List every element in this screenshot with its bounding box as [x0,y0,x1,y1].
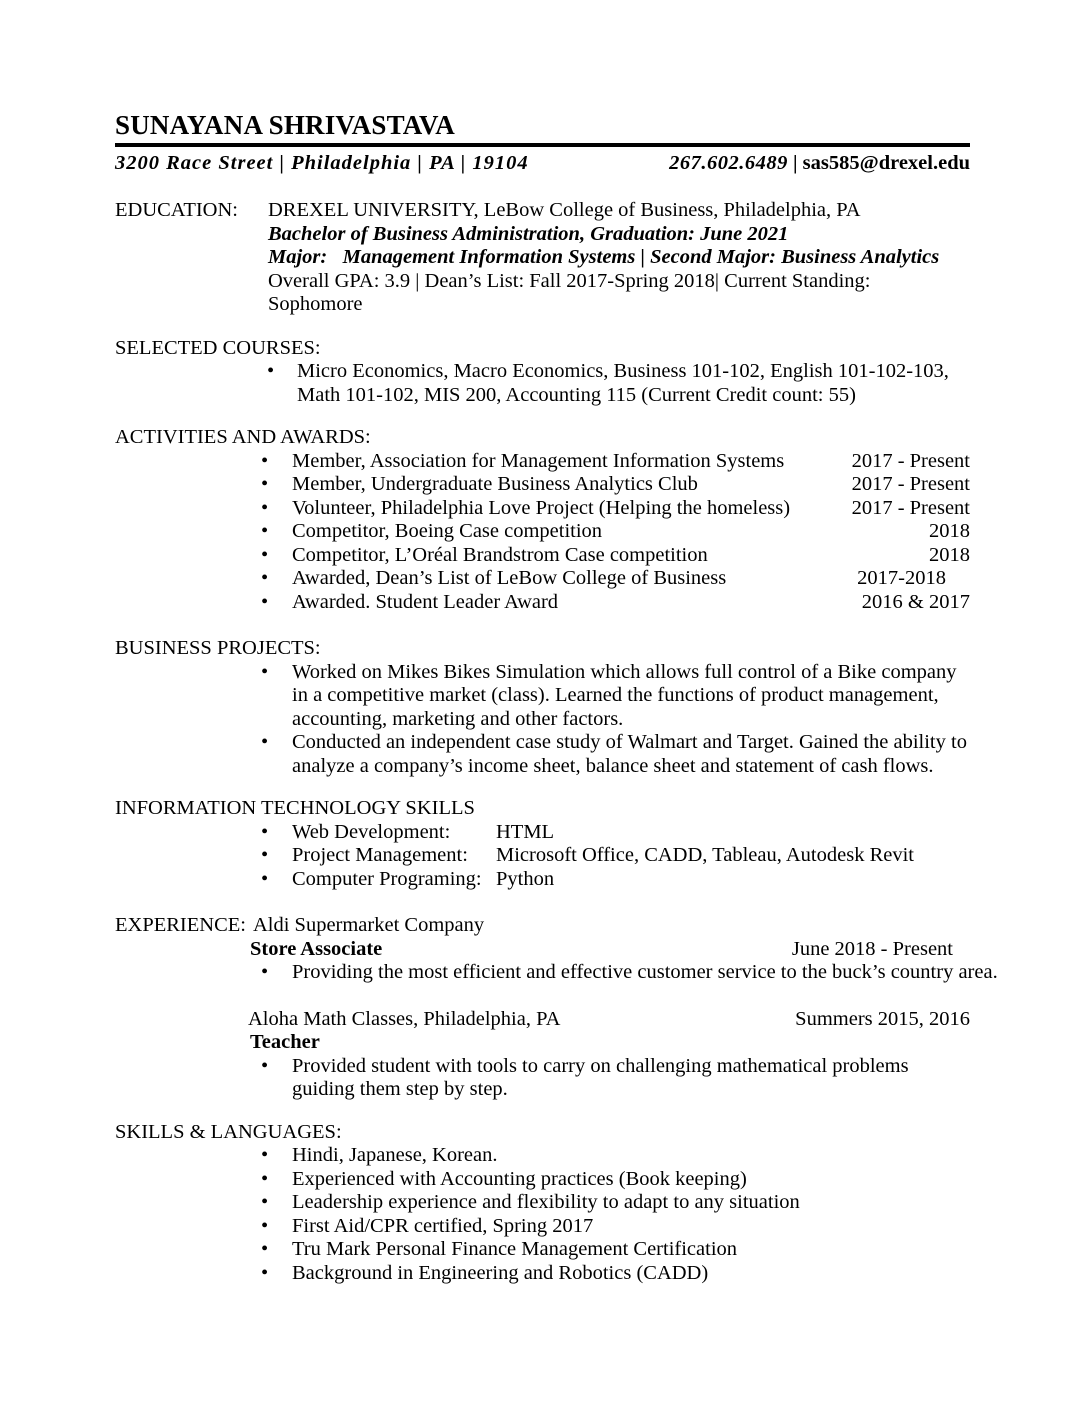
job-company: Aldi Supermarket Company [252,914,485,936]
job-date: June 2018 - Present [791,937,953,960]
experience-label: EXPERIENCE: [115,914,246,936]
job-title: Teacher [250,1031,320,1053]
list-item [115,473,970,497]
list-item [115,1215,970,1239]
bullet-icon: • [261,567,269,589]
bullet-icon: • [261,1261,269,1284]
job-title-row [250,938,970,962]
activity-text: Competitor, L’Oréal Brandstrom Case competition [292,543,708,566]
skill-text: Background in Engineering and Robotics (CADD) [292,1261,709,1284]
job-company: Aloha Math Classes, Philadelphia, PA [248,1007,561,1030]
list-item [115,1191,970,1215]
activity-text: Member, Undergraduate Business Analytics Club [292,473,698,495]
list-item [115,1055,970,1102]
bullet-icon: • [261,590,269,613]
project-text: Conducted an independent case study of Walmart and Target. Gained the ability to analyze a company’s income sheet, balance sheet and statement of cash flows. [292,731,967,777]
bullet-icon: • [261,1191,269,1213]
job-title: Store Associate [250,937,383,960]
skill-text: Hindi, Japanese, Korean. [292,1144,498,1166]
activity-text: Awarded, Dean’s List of LeBow College of Business [292,567,727,589]
it-skill-value: Microsoft Office, CADD, Tableau, Autodesk Revit [496,844,914,866]
activity-text: Member, Association for Management Information Systems [292,449,785,472]
skill-text: Tru Mark Personal Finance Management Certification [292,1238,738,1260]
job-bullet-text: Providing the most efficient and effective customer service to the buck’s country area. [292,961,998,983]
bullet-icon: • [267,360,275,382]
list-item [115,821,970,845]
education-label: EDUCATION: [115,199,238,221]
bullet-icon: • [261,520,269,542]
job-title-row [250,1031,970,1055]
bullet-icon: • [261,1214,269,1237]
email-address: sas585@drexel.edu [802,152,970,174]
section-activities-awards [115,426,970,614]
section-it-skills [115,797,970,891]
list-item [115,961,998,985]
activity-text: Volunteer, Philadelphia Love Project (Helping the homeless) [292,496,791,519]
list-item [115,497,970,521]
education-degree: Bachelor of Business Administration, Graduation: June 2021 [268,222,789,245]
job-date: Summers 2015, 2016 [795,1007,970,1030]
list-item [115,544,970,568]
skill-text: Leadership experience and flexibility to adapt to any situation [292,1191,800,1213]
list-item [115,450,970,474]
bullet-icon: • [261,543,269,566]
skills-languages-label: SKILLS & LANGUAGES: [115,1120,342,1143]
activity-text: Competitor, Boeing Case competition [292,520,603,542]
it-skill-value: Python [496,867,555,890]
job-company-row [248,1008,970,1032]
it-skill-category: Computer Programing: [292,867,482,890]
activities-label: ACTIVITIES AND AWARDS: [115,426,371,448]
list-item [115,661,970,732]
job-bullet-text: Provided student with tools to carry on challenging mathematical problems guiding them step by step. [292,1054,909,1100]
education-school: DREXEL UNIVERSITY, LeBow College of Business, Philadelphia, PA [268,199,861,221]
activity-date: 2018 [929,543,970,566]
contact-line [115,151,970,175]
list-item [115,731,970,778]
section-education [115,199,970,317]
education-content [268,199,970,317]
person-name: SUNAYANA SHRIVASTAVA [115,110,455,140]
list-item [115,591,970,615]
list-item [115,868,970,892]
skill-text: Experienced with Accounting practices (Book keeping) [292,1167,747,1190]
list-item [115,1262,970,1286]
activity-date: 2018 [929,520,970,542]
phone-number: 267.602.6489 [669,152,788,174]
it-skill-value: HTML [496,820,555,843]
list-item [115,1238,970,1262]
business-projects-label: BUSINESS PROJECTS: [115,637,321,659]
bullet-icon: • [261,449,269,472]
activity-date: 2017 - Present [851,473,970,495]
project-text: Worked on Mikes Bikes Simulation which allows full control of a Bike company in a competitive market (class). Learned the functions of product management, accounting, marketing and other factors. [292,660,957,730]
list-item [115,567,970,591]
bullet-icon: • [261,1054,269,1077]
phone-email [669,151,970,175]
section-skills-languages [115,1121,970,1286]
activity-date: 2017-2018 [857,567,946,589]
list-item [115,520,970,544]
bullet-icon: • [261,473,269,495]
it-skills-label: INFORMATION TECHNOLOGY SKILLS [115,797,475,819]
experience-header [115,914,970,938]
bullet-icon: • [261,1167,269,1190]
activity-text: Awarded. Student Leader Award [292,590,559,613]
bullet-icon: • [261,660,269,683]
address: 3200 Race Street | Philadelphia | PA | 19104 [115,152,529,174]
header [115,110,970,175]
bullet-icon: • [261,844,269,866]
section-experience [115,914,998,1102]
courses-text: Micro Economics, Macro Economics, Business 101-102, English 101-102-103, Math 101-102, MIS 200, Accounting 115 (Current Credit count: 55) [297,360,949,406]
contact-separator: | [787,152,803,174]
bullet-icon: • [261,820,269,843]
bullet-icon: • [261,1144,269,1166]
list-item [115,360,970,407]
section-selected-courses [115,337,970,408]
bullet-icon: • [261,961,269,983]
list-item [115,1144,970,1168]
bullet-icon: • [261,496,269,519]
activity-date: 2016 & 2017 [861,590,970,613]
bullet-icon: • [261,867,269,890]
bullet-icon: • [261,1238,269,1260]
activity-date: 2017 - Present [851,496,970,519]
list-item [115,1168,970,1192]
education-major: Major: Management Information Systems | Second Major: Business Analytics [268,246,940,268]
list-item [115,844,970,868]
it-skill-category: Project Management: [292,844,468,866]
activity-date: 2017 - Present [851,449,970,472]
education-gpa: Overall GPA: 3.9 | Dean’s List: Fall 2017-Spring 2018| Current Standing: Sophomore [268,269,871,315]
selected-courses-label: SELECTED COURSES: [115,336,321,359]
bullet-icon: • [261,731,269,753]
skill-text: First Aid/CPR certified, Spring 2017 [292,1214,594,1237]
section-business-projects [115,637,970,778]
header-divider [115,143,970,147]
it-skill-category: Web Development: [292,820,451,843]
